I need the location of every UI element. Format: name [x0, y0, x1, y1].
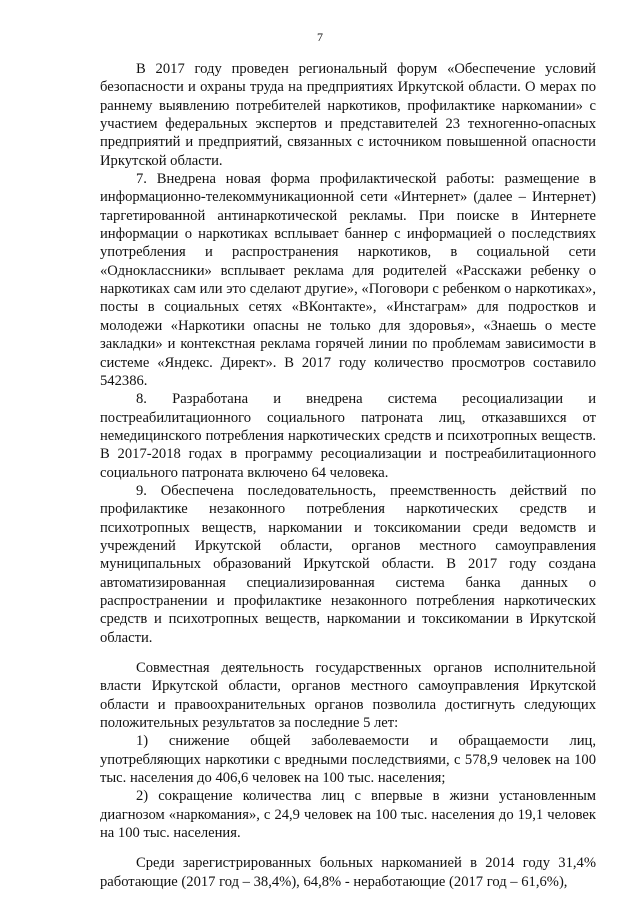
paragraph-item-8: 8. Разработана и внедрена система ресоциализации и постреабилитационного социального патроната лиц, отказавшихся от немедицинского потребления наркотических средств и психотропных веществ. В 2017-2018 годах в программу ресоциализации и постреабилитационного социального патроната включено 64 человека. — [100, 391, 596, 481]
paragraph-item-9: 9. Обеспечена последовательность, преемственность действий по профилактике незаконного потребления наркотических средств и психотропных веществ, наркомании и токсикомании среди ведомств и учреждений Иркутской области, органов местного самоуправления муниципальных образований Иркутской области. В 2017 году создана автоматизированная специализированная система банка данных о распространении и профилактике незаконного потребления наркотических средств и психотропных веществ, наркомании и токсикомании в Иркутской области. — [100, 482, 596, 646]
paragraph-item-7: 7. Внедрена новая форма профилактической работы: размещение в информационно-телекоммуникационной сети «Интернет» (далее – Интернет) таргетированной антинаркотической рекламы. При поиске в Интернете информации о наркотиках всплывает баннер с информацией о последствиях употребления и распространения наркотиков, в социальной сети «Одноклассники» всплывает реклама для родителей «Расскажи ребенку о наркотиках сам или это сделают другие», «Поговори с ребенком о наркотиках», посты в социальных сетях «ВКонтакте», «Инстаграм» для подростков и молодежи «Наркотики опасны не только для здоровья», «Знаешь о месте закладки» и контекстная реклама горячей линии по проблемам зависимости в системе «Яндекс. Директ». В 2017 году количество просмотров составило 542386. — [100, 171, 596, 389]
page-number: 7 — [317, 30, 323, 44]
paragraph-joint-activity: Совместная деятельность государственных органов исполнительной власти Иркутской области, органов местного самоуправления Иркутской области и правоохранительных органов позволила достигнуть следующих положительных результатов за последние 5 лет: — [100, 660, 596, 732]
paragraph-result-2: 2) сокращение количества лиц с впервые в жизни установленным диагнозом «наркомания», с 24,9 человек на 100 тыс. населения до 19,1 человек на 100 тыс. населения. — [100, 788, 596, 842]
paragraph-forum: В 2017 году проведен региональный форум «Обеспечение условий безопасности и охраны труда на предприятиях Иркутской области. О мерах по раннему выявлению потребителей наркотиков, профилактике наркомании» с участием федеральных экспертов и представителей 23 техногенно-опасных предприятий и предприятий, связанных с источником повышенной опасности Иркутской области. — [100, 61, 596, 169]
paragraph-result-1: 1) снижение общей заболеваемости и обращаемости лиц, употребляющих наркотики с вредными последствиями, с 578,9 человек на 100 тыс. населения до 406,6 человек на 100 тыс. населения; — [100, 733, 596, 787]
paragraph-registered-patients: Среди зарегистрированных больных наркоманией в 2014 году 31,4% работающие (2017 год – 38,4%), 64,8% - неработающие (2017 год – 61,6%), — [100, 855, 596, 890]
document-body — [100, 60, 596, 891]
